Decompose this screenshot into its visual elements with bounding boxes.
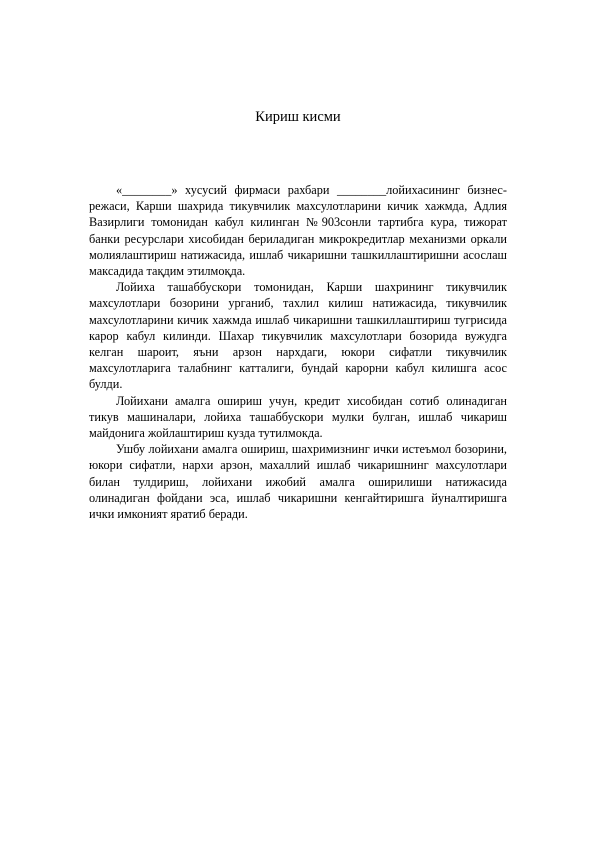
paragraph-intro: «________» хусусий фирмаси рахбари ________лойихасининг бизнес-режаси, Карши шахрида тикувчилик махсулотларини кичик хажмда, Адлия Вазирлиги томонидан кабул килинган №903сонли тартибга кура, тижорат банки ресурслари хисобидан бериладиган микрокредитлар механизми оркали молиялаштириш натижасида, ишлаб чикаришни ташкиллаштиришни асослаш максадида тақдим этилмоқда. — [89, 183, 507, 279]
paragraph-market-analysis: Лойиха ташаббускори томонидан, Карши шахрининг тикувчилик махсулотлари бозорини урганиб, тахлил килиш натижасида, тикувчилик махсулотларини кичик хажмда ишлаб чикаришни ташкиллаштириш тугрисида карор кабул килинди. Шахар тикувчилик махсулотлари бозорида вужудга келган шароит, яъни арзон нархдаги, юкори сифатли тикувчилик махсулотларига талабнинг катталиги, бундай карорни кабул килишга асос булди. — [89, 280, 507, 392]
paragraph-implementation: Лойихани амалга ошириш учун, кредит хисобидан сотиб олинадиган тикув машиналари, лойиха ташаббускори мулки булган, ишлаб чикариш майдонига жойлаштириш кузда тутилмокда. — [89, 393, 507, 441]
page-title: Кириш кисми — [255, 109, 341, 125]
document-body — [89, 182, 507, 522]
paragraph-outcome: Ушбу лойихани амалга ошириш, шахримизнинг ички истеъмол бозорини, юкори сифатли, нархи арзон, махаллий ишлаб чикаришнинг махсулотлари билан тулдириш, лойихани ижобий амалга оширилиши натижасида олинадиган фойдани эса, ишлаб чикаришни кенгайтиришга йуналтиришга ички имконият яратиб беради. — [89, 442, 507, 522]
